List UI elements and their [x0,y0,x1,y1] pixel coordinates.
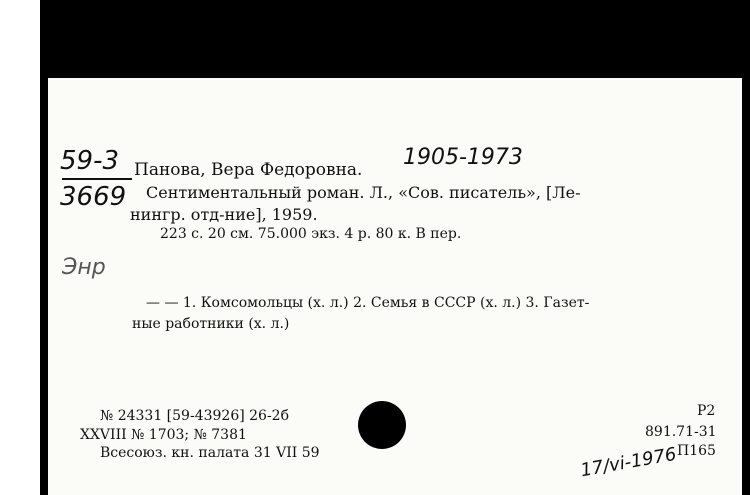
punch-hole [358,401,406,449]
subjects-line-1: — — 1. Комсомольцы (х. л.) 2. Семья в СССР (х. л.) 3. Газет- [146,295,590,311]
subjects-line-2: ные работники (х. л.) [132,316,290,332]
call-number-rule [62,178,132,180]
class-p2: P2 [697,403,716,419]
publisher-chamber: Всесоюз. кн. палата 31 VII 59 [100,445,320,461]
scan-border-top [40,0,750,78]
call-number-top: 59-3 [60,146,120,176]
handwritten-stamp: 17/vi-1976 [578,443,679,482]
title-line-2: нингр. отд-ние], 1959. [130,205,318,224]
class-number: 891.71-31 [645,424,717,440]
record-number: № 24331 [59-43926] 26-2б [100,408,290,424]
title-line-1: Сентиментальный роман. Л., «Сов. писатель», [Ле- [146,183,581,202]
scan-border-right [742,78,750,495]
call-number-bottom: 3669 [60,182,127,212]
physical-description: 223 с. 20 см. 75.000 экз. 4 р. 80 к. В пер. [160,226,462,242]
margin-handwritten-mark: Энр [62,255,106,280]
call-number [60,146,132,212]
life-dates-handwritten: 1905-1973 [403,145,523,170]
author-heading: Панова, Вера Федоровна. [134,160,363,180]
scan-border-left [40,78,48,495]
class-code: П165 [677,443,716,459]
series-numbers: XXVIII № 1703; № 7381 [80,427,247,443]
